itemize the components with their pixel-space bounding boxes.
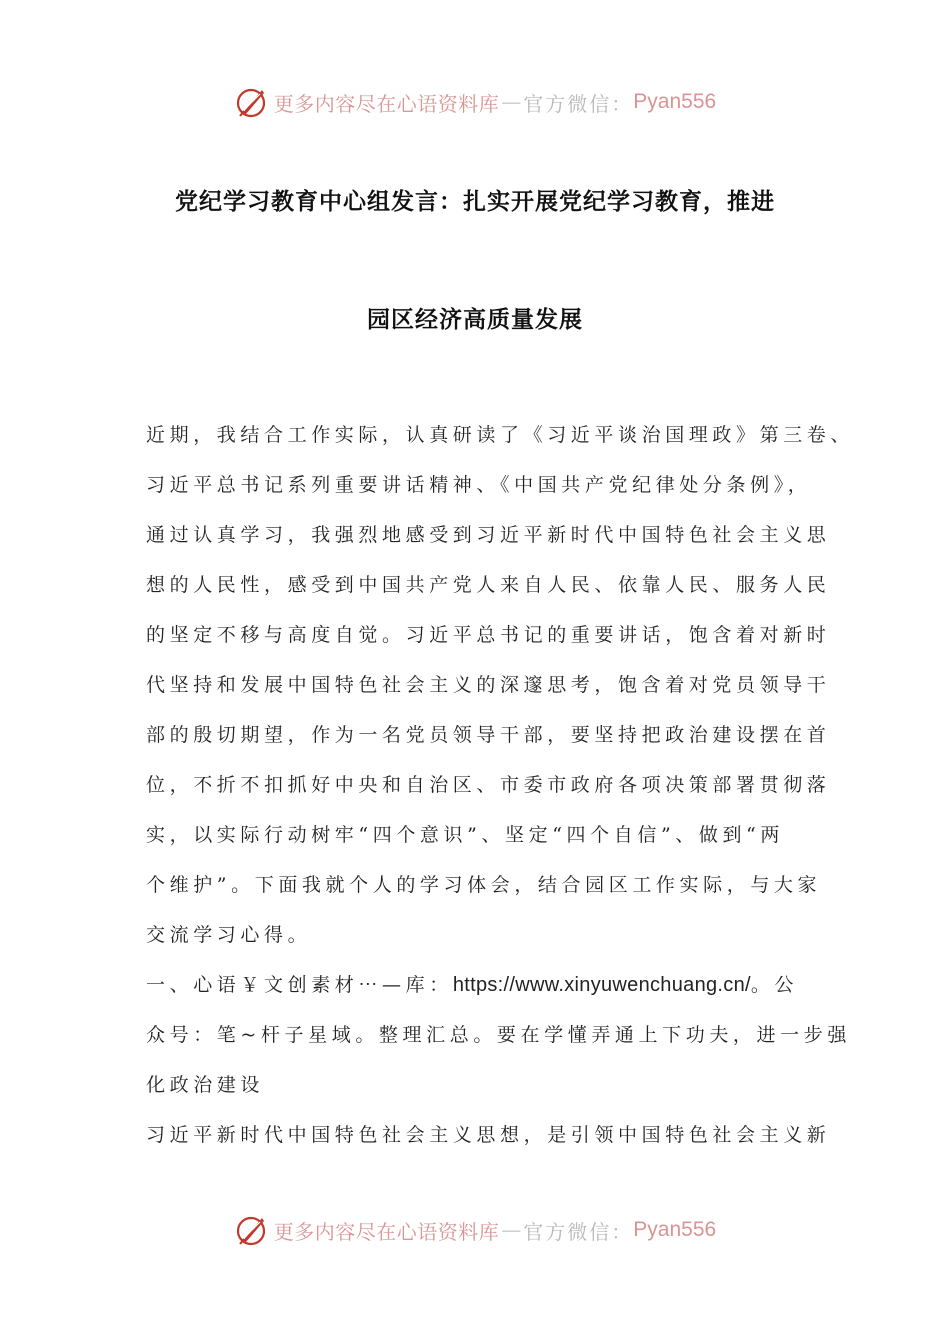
- banner-official-label: 官方微信：: [523, 1219, 634, 1244]
- footer-watermark-banner: [0, 1208, 950, 1252]
- body-line: 的坚定不移与高度自觉。习近平总书记的重要讲话，饱含着对新时: [146, 624, 831, 646]
- section-heading-line-2: 众号：笔~杆子星域。整理汇总。要在学懂弄通上下功夫，进一步强: [146, 1024, 851, 1046]
- banner-text: 更多内容尽在心语资料库: [273, 91, 500, 116]
- body-line: 想的人民性，感受到中国共产党人来自人民、依靠人民、服务人民: [146, 574, 831, 596]
- banner-separator: —: [501, 90, 522, 114]
- banner-wechat-id: Pyan556: [633, 90, 717, 113]
- section-heading-line-3: 化政治建设: [146, 1074, 265, 1096]
- body-line: 交流学习心得。: [146, 924, 312, 946]
- website-link[interactable]: https://www.xinyuwenchuang.cn/: [452, 974, 751, 996]
- body-line: 习近平新时代中国特色社会主义思想，是引领中国特色社会主义新: [146, 1124, 831, 1146]
- body-line: 实，以实际行动树牢“四个意识”、坚定“四个自信”、做到“两: [146, 824, 784, 846]
- document-body: [146, 420, 855, 1170]
- section-heading-suffix: 。公: [750, 974, 799, 996]
- body-line: 位，不折不扣抓好中央和自治区、市委市政府各项决策部署贯彻落: [146, 774, 831, 796]
- quill-pen-logo-icon: [234, 84, 270, 120]
- body-line: 习近平总书记系列重要讲话精神、《中国共产党纪律处分条例》，: [146, 474, 812, 496]
- banner-official-label: 官方微信：: [523, 91, 634, 116]
- section-heading-prefix: 一、心语￥文创素材⋯—库：: [146, 974, 453, 996]
- section-heading-line-1: [146, 970, 836, 1020]
- quill-pen-logo-icon: [234, 1212, 270, 1248]
- banner-wechat-id: Pyan556: [633, 1218, 717, 1241]
- banner-text: 更多内容尽在心语资料库: [273, 1219, 500, 1244]
- document-title-line-1: 党纪学习教育中心组发言：扎实开展党纪学习教育，推进: [175, 189, 775, 215]
- header-watermark-banner: [0, 80, 950, 124]
- body-line: 通过认真学习，我强烈地感受到习近平新时代中国特色社会主义思: [146, 524, 831, 546]
- body-line: 近期，我结合工作实际，认真研读了《习近平谈治国理政》第三卷、: [146, 424, 855, 446]
- body-line: 代坚持和发展中国特色社会主义的深邃思考，饱含着对党员领导干: [146, 674, 831, 696]
- body-line: 个维护”。下面我就个人的学习体会，结合园区工作实际，与大家: [146, 874, 822, 896]
- document-title-line-2: 园区经济高质量发展: [367, 307, 583, 333]
- banner-separator: —: [501, 1218, 522, 1242]
- body-line: 部的殷切期望，作为一名党员领导干部，要坚持把政治建设摆在首: [146, 724, 831, 746]
